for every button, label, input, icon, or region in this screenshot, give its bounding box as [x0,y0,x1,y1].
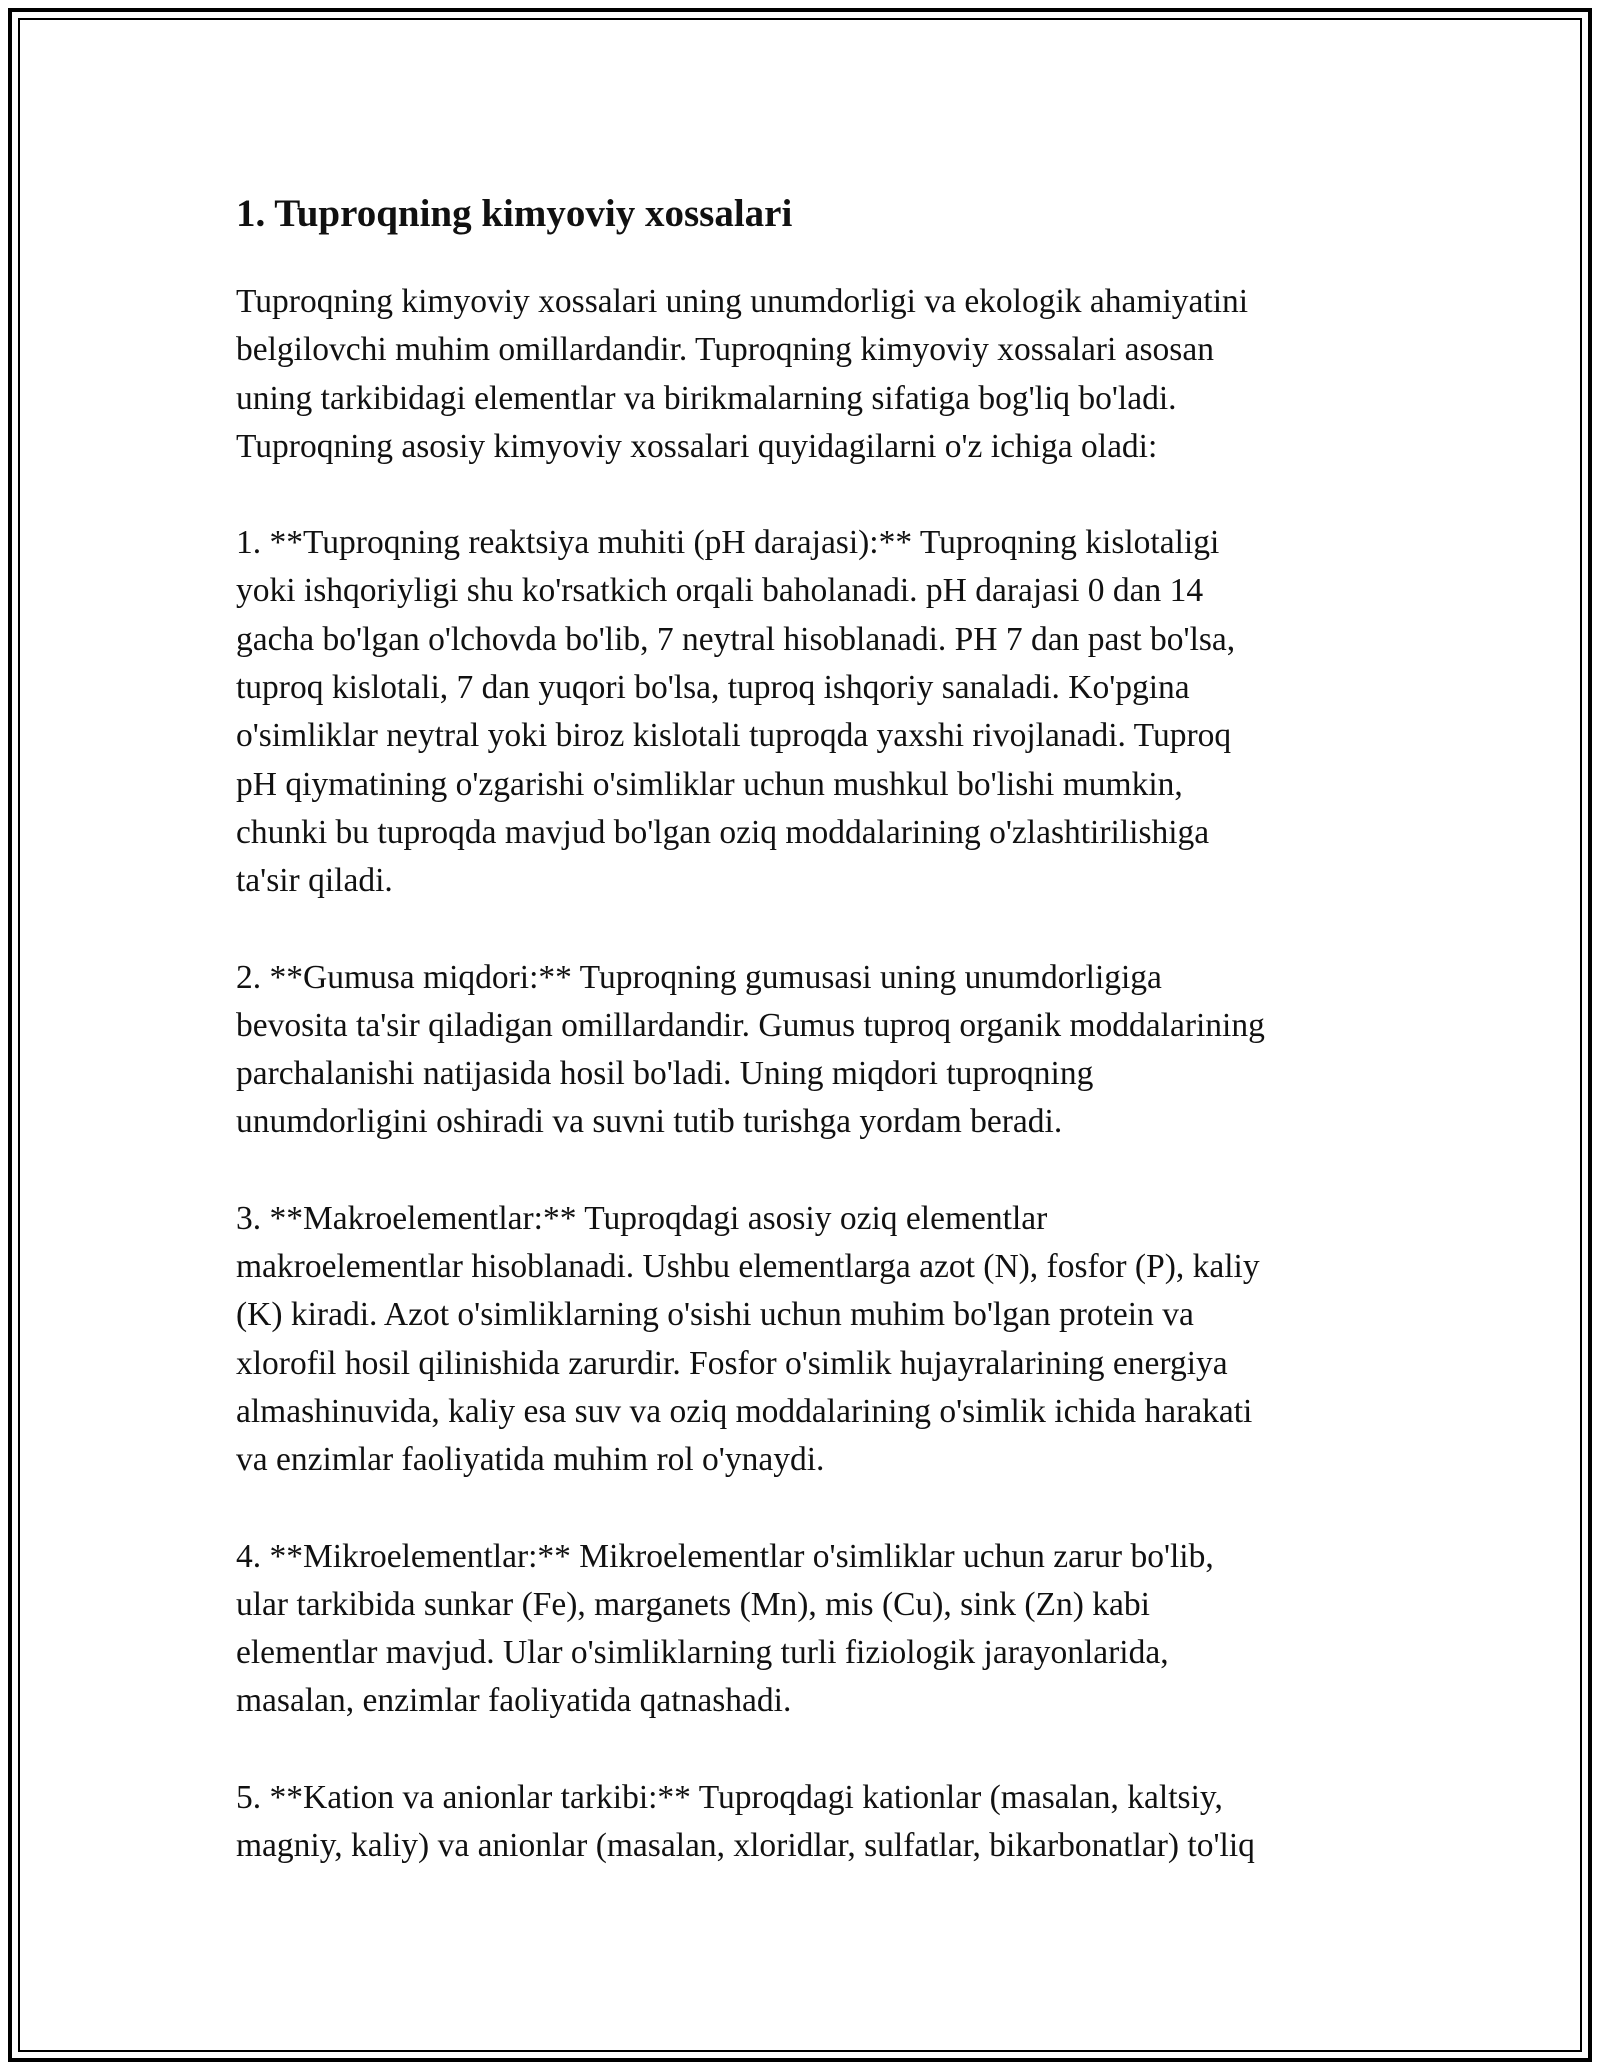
list-item-humus: 2. **Gumusa miqdori:** Tuproqning gumusasi uning unumdorligiga bevosita ta'sir qiladigan omillardandir. Gumus tuproq organik moddalarining parchalanishi natijasida hosil bo'ladi. Uning miqdori tuproqning unumdorligini oshiradi va suvni tutib turishga yordam beradi. [236,958,1265,1141]
document-body [236,186,1376,1918]
list-item-ph: 1. **Tuproqning reaktsiya muhiti (pH darajasi):** Tuproqning kislotaligi yoki ishqoriyligi shu ko'rsatkich orqali baholanadi. pH darajasi 0 dan 14 gacha bo'lgan o'lchovda bo'lib, 7 neytral hisoblanadi. PH 7 dan past bo'lsa, tuproq kislotali, 7 dan yuqori bo'lsa, tuproq ishqoriy sanaladi. Ko'pgina o'simliklar neytral yoki biroz kislotali tuproqda yaxshi rivojlanadi. Tuproq pH qiymatining o'zgarishi o'simliklar uchun mushkul bo'lishi mumkin, chunki bu tuproqda mavjud bo'lgan oziq moddalarining o'zlashtirilishiga ta'sir qiladi. [236,524,1236,900]
intro-paragraph: Tuproqning kimyoviy xossalari uning unumdorligi va ekologik ahamiyatini belgilovchi muhim omillardandir. Tuproqning kimyoviy xossalari asosan uning tarkibidagi elementlar va birikmalarning sifatiga bog'liq bo'ladi. Tuproqning asosiy kimyoviy xossalari quyidagilarni o'z ichiga oladi: [236,283,1249,465]
list-item-macroelements: 3. **Makroelementlar:** Tuproqdagi asosiy oziq elementlar makroelementlar hisoblanadi. Ushbu elementlarga azot (N), fosfor (P), kaliy (K) kiradi. Azot o'simliklarning o'sishi uchun muhim bo'lgan protein va xlorofil hosil qilinishida zarurdir. Fosfor o'simlik hujayralarining energiya almashinuvida, kaliy esa suv va oziq moddalarining o'simlik ichida harakati va enzimlar faoliyatida muhim rol o'ynaydi. [236,1199,1260,1479]
document-title: 1. Tuproqning kimyoviy xossalari [236,192,793,235]
list-item-microelements: 4. **Mikroelementlar:** Mikroelementlar o'simliklar uchun zarur bo'lib, ular tarkibida sunkar (Fe), marganets (Mn), mis (Cu), sink (Zn) kabi elementlar mavjud. Ular o'simliklarning turli fiziologik jarayonlarida, masalan, enzimlar faoliyatida qatnashadi. [236,1537,1214,1720]
list-item-cations-anions: 5. **Kation va anionlar tarkibi:** Tuproqdagi kationlar (masalan, kaltsiy, magniy, kaliy) va anionlar (masalan, xloridlar, sulfatlar, bikarbonatlar) to'liq [236,1778,1255,1865]
